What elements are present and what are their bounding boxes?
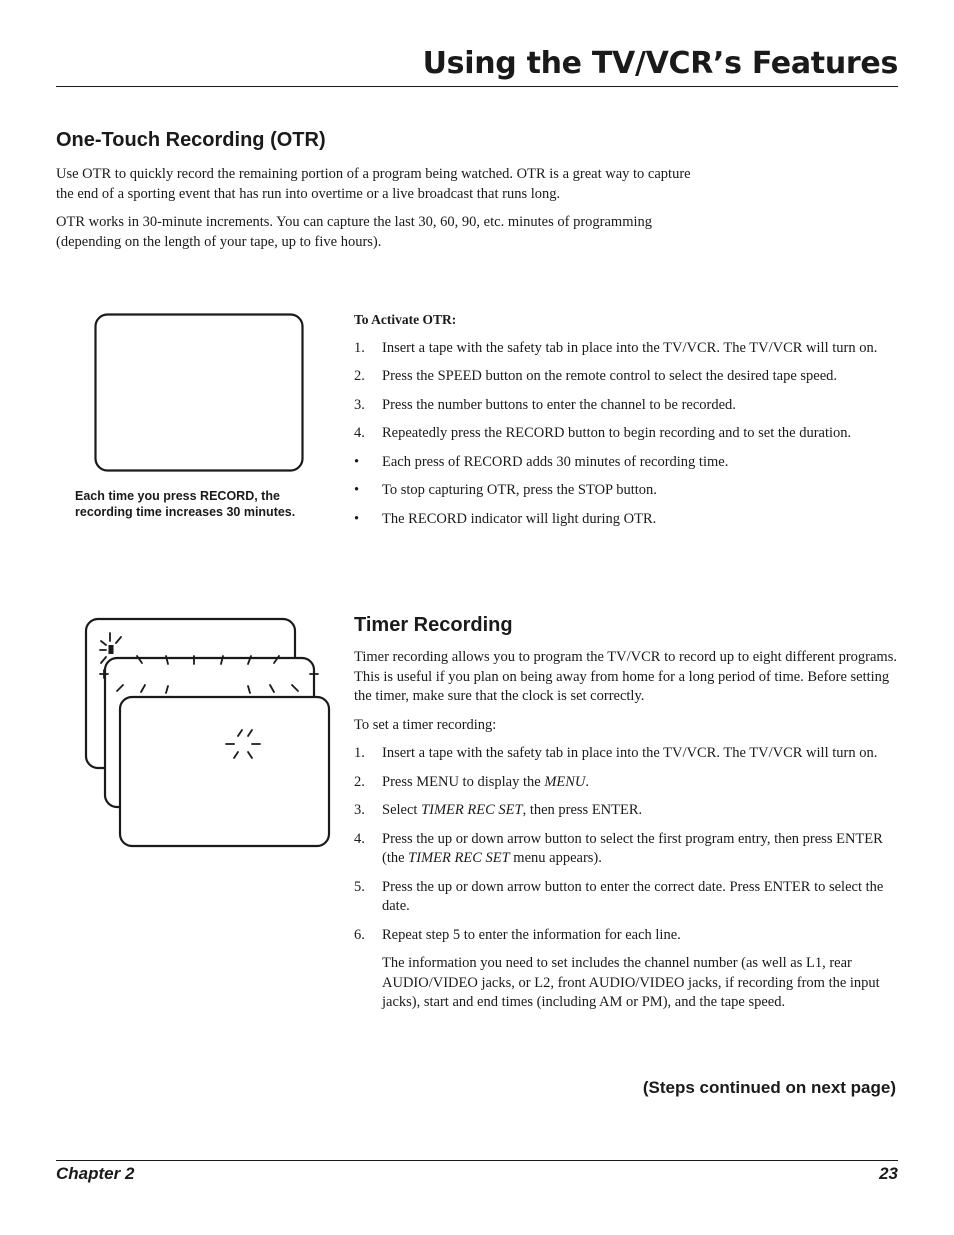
timer-heading: Timer Recording: [354, 614, 513, 636]
footer-chapter: Chapter 2: [56, 1164, 135, 1183]
list-item-text: Select: [382, 802, 422, 818]
list-marker: 2.: [354, 773, 365, 790]
list-item: [354, 510, 899, 530]
otr-steps-list: [354, 339, 899, 530]
list-marker: 2.: [354, 368, 365, 384]
list-item: [354, 926, 899, 946]
list-item: [354, 744, 899, 764]
list-item-text: Insert a tape with the safety tab in place into the TV/VCR. The TV/VCR will turn on.: [382, 745, 878, 761]
timer-screens-illustration: [80, 614, 340, 850]
list-item: [354, 339, 899, 359]
list-item-text: To stop capturing OTR, press the STOP button.: [382, 482, 657, 498]
list-item-text: menu appears).: [509, 850, 602, 866]
list-item-text: Insert a tape with the safety tab in place into the TV/VCR. The TV/VCR will turn on.: [382, 339, 878, 356]
tv-screen-front: [120, 697, 329, 846]
list-item-text: The RECORD indicator will light during OTR.: [382, 510, 657, 527]
header-rule: [56, 86, 898, 87]
page-number: 23: [879, 1164, 898, 1183]
list-item-text: Repeatedly press the RECORD button to begin recording and to set the duration.: [382, 425, 852, 441]
list-item-text: , then press ENTER.: [522, 802, 643, 818]
list-item: [354, 773, 899, 793]
list-marker: 1.: [354, 339, 365, 356]
otr-activate-section: [354, 310, 899, 538]
list-item: [354, 453, 899, 473]
list-marker: 4.: [354, 425, 365, 441]
steps-continued-note: (Steps continued on next page): [642, 1078, 896, 1097]
list-item-text: Press the SPEED button on the remote control to select the desired tape speed.: [382, 368, 838, 384]
timer-lead: To set a timer recording:: [354, 716, 497, 733]
menu-name: TIMER REC SET: [408, 850, 510, 866]
page-title: Using the TV/VCR’s Features: [422, 46, 898, 81]
otr-heading: One-Touch Recording (OTR): [56, 129, 326, 151]
list-item-text: .: [585, 773, 590, 790]
list-marker: 3.: [354, 396, 365, 413]
timer-intro: Timer recording allows you to program the TV/VCR to record up to eight different programs. This is useful if you plan on being away from home for a long period of time. Before setting the timer, make sure that the clock is set correctly.: [354, 649, 897, 704]
list-item-text: Press the up or down arrow button to select the first program entry, then press ENTER (the: [382, 830, 883, 866]
otr-figure-caption: Each time you press RECORD, the recording time increases 30 minutes.: [75, 489, 296, 519]
timer-section: [354, 648, 899, 1022]
otr-screen-illustration: [90, 310, 310, 476]
list-item: [354, 367, 899, 387]
list-item-text: Press the up or down arrow button to enter the correct date. Press ENTER to select the date.: [382, 878, 884, 914]
list-marker: 3.: [354, 802, 365, 818]
list-marker: •: [354, 453, 360, 470]
list-marker: •: [354, 482, 360, 498]
footer-rule: [56, 1160, 898, 1161]
list-item-text: Repeat step 5 to enter the information for each line.: [382, 926, 681, 943]
list-marker: 5.: [354, 878, 365, 895]
list-item-text: Press the number buttons to enter the channel to be recorded.: [382, 396, 736, 413]
list-item: [354, 801, 899, 821]
list-item: [354, 830, 899, 869]
menu-name: TIMER REC SET: [421, 802, 523, 818]
list-item: [354, 878, 899, 917]
otr-activate-heading: To Activate OTR:: [354, 312, 457, 327]
otr-intro: [56, 165, 706, 261]
timer-steps-list: [354, 744, 899, 945]
otr-intro-paragraph-1: Use OTR to quickly record the remaining portion of a program being watched. OTR is a great way to capture the end of a sporting event that has run into overtime or a live broadcast that runs long.: [56, 166, 691, 202]
menu-name: MENU: [544, 773, 586, 790]
list-marker: •: [354, 510, 360, 527]
otr-intro-paragraph-2: OTR works in 30-minute increments. You can capture the last 30, 60, 90, etc. minutes of programming (depending on the length of your tape, up to five hours).: [56, 214, 653, 250]
list-item: [354, 481, 899, 501]
list-marker: 6.: [354, 926, 365, 943]
list-marker: 1.: [354, 745, 365, 761]
tv-screen-frame: [96, 315, 303, 471]
list-item-text: Each press of RECORD adds 30 minutes of recording time.: [382, 453, 729, 470]
list-marker: 4.: [354, 830, 365, 847]
list-item: [354, 424, 899, 444]
list-item: [354, 396, 899, 416]
timer-note: The information you need to set includes the channel number (as well as L1, rear AUDIO/VIDEO jacks, or L2, front AUDIO/VIDEO jacks, if recording from the input jacks), start and end times (including AM or PM), and the tape speed.: [382, 955, 880, 1010]
list-item-text: Press MENU to display the: [382, 773, 545, 790]
